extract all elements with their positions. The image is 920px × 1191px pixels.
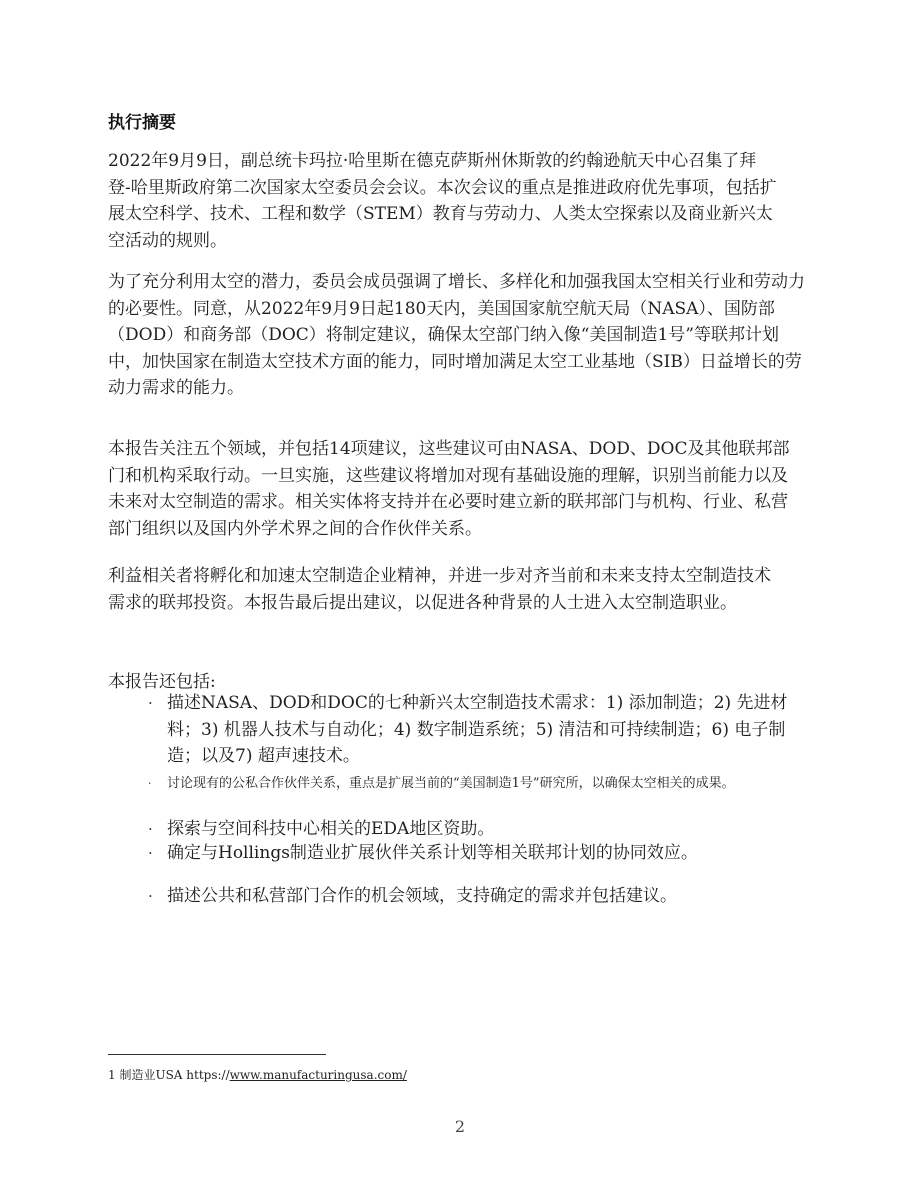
bullet-marker: · (148, 820, 153, 838)
list-item-text: 描述公共和私营部门合作的机会领域，支持确定的需求并包括建议。 (167, 886, 677, 906)
list-item-text: 描述NASA、DOD和DOC的七种新兴太空制造技术需求：1) 添加制造；2) 先进材料；3) 机器人技术与自动化；4) 数字制造系统；5) 清洁和可持续制造；6) 电子制造；以及7) 超声速技术。 (167, 693, 788, 766)
paragraph-1: 2022年9月9日，副总统卡玛拉·哈里斯在德克萨斯州休斯敦的约翰逊航天中心召集了拜登-哈里斯政府第二次国家太空委员会会议。本次会议的重点是推进政府优先事项，包括扩展太空科学、技术、工程和数学（STEM）教育与劳动力、人类太空探索以及商业新兴太空活动的规则。 (108, 151, 777, 251)
section-heading: 执行摘要 (108, 113, 176, 133)
paragraph-4: 利益相关者将孵化和加速太空制造企业精神，并进一步对齐当前和未来支持太空制造技术需求的联邦投资。本报告最后提出建议，以促进各种背景的人士进入太空制造职业。 (108, 566, 771, 613)
list-item-text: 确定与Hollings制造业扩展伙伴关系计划等相关联邦计划的协同效应。 (167, 843, 698, 863)
footnote-label: 1 制造业USA https:// (108, 1068, 230, 1082)
footnote-divider (108, 1054, 326, 1055)
paragraph-2: 为了充分利用太空的潜力，委员会成员强调了增长、多样化和加强我国太空相关行业和劳动力的必要性。同意，从2022年9月9日起180天内，美国国家航空航天局（NASA）、国防部（DOD）和商务部（DOC）将制定建议，确保太空部门纳入像“美国制造1号”等联邦计划中，加快国家在制造太空技术方面的能力，同时增加满足太空工业基地（SIB）日益增长的劳动力需求的能力。 (108, 272, 805, 398)
list-item (148, 883, 817, 910)
list-item (148, 690, 817, 770)
list-item (148, 840, 817, 867)
paragraph-3: 本报告关注五个领域，并包括14项建议，这些建议可由NASA、DOD、DOC及其他联邦部门和机构采取行动。一旦实施，这些建议将增加对现有基础设施的理解，识别当前能力以及未来对太空制造的需求。相关实体将支持并在必要时建立新的联邦部门与机构、行业、私营部门组织以及国内外学术界之间的合作伙伴关系。 (108, 439, 790, 539)
bullet-marker: · (148, 887, 153, 905)
bullet-marker: · (148, 777, 152, 790)
list-item (148, 816, 817, 843)
list-item-text: 讨论现有的公私合作伙伴关系，重点是扩展当前的“美国制造1号”研究所，以确保太空相关的成果。 (167, 776, 735, 791)
bullet-marker: · (148, 844, 153, 862)
list-intro: 本报告还包括: (108, 672, 216, 692)
list-item (148, 774, 757, 794)
footnote (108, 1066, 407, 1083)
page-number: 2 (454, 1117, 466, 1136)
footnote-link[interactable]: www.manufacturingusa.com/ (229, 1068, 407, 1082)
list-item-text: 探索与空间科技中心相关的EDA地区资助。 (167, 819, 495, 839)
bullet-marker: · (148, 694, 153, 712)
